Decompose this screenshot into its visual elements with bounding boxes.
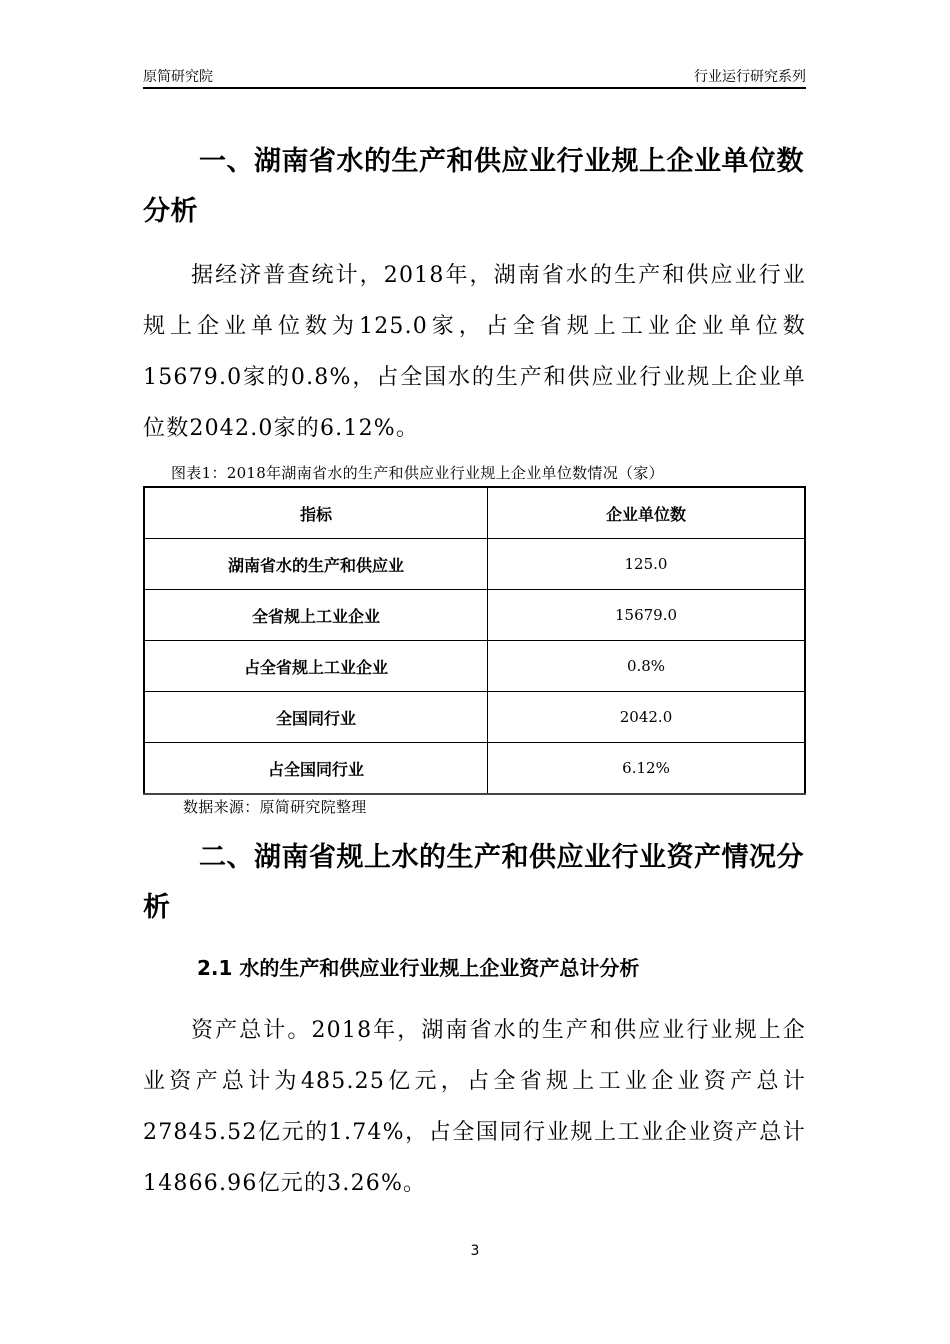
page-header (143, 66, 806, 88)
section-2-1-paragraph: 资产总计。2018年，湖南省水的生产和供应业行业规上企业资产总计为485.25亿元，占全省规上工业企业资产总计27845.52亿元的1.74%，占全国同行业规上工业企业资产总计14866.96亿元的3.26%。 (143, 1018, 806, 1196)
table-row (144, 641, 805, 692)
table-source-note: 数据来源：原简研究院整理 (183, 798, 367, 816)
header-org-name: 原简研究院 (143, 69, 213, 85)
table-caption: 图表1：2018年湖南省水的生产和供应业行业规上企业单位数情况（家） (171, 464, 664, 482)
column-header-enterprise-count: 企业单位数 (488, 487, 806, 539)
table-row (144, 692, 805, 743)
section-1-heading: 一、湖南省水的生产和供应业行业规上企业单位数分析 (143, 146, 804, 227)
row-value: 125.0 (488, 539, 806, 590)
section-1-paragraph: 据经济普查统计，2018年，湖南省水的生产和供应业行业规上企业单位数为125.0家，占全省规上工业企业单位数15679.0家的0.8%，占全国水的生产和供应业行业规上企业单位数2042.0家的6.12%。 (143, 263, 806, 441)
row-label: 湖南省水的生产和供应业 (144, 539, 488, 590)
row-label: 占全省规上工业企业 (144, 641, 488, 692)
table-row (144, 539, 805, 590)
subsection-2-1-heading: 2.1 水的生产和供应业行业规上企业资产总计分析 (197, 956, 640, 980)
header-divider (143, 87, 806, 89)
enterprise-count-table (143, 486, 806, 795)
row-value: 2042.0 (488, 692, 806, 743)
page-number: 3 (470, 1243, 480, 1259)
row-label: 占全国同行业 (144, 743, 488, 795)
header-series-name: 行业运行研究系列 (694, 69, 806, 85)
table-row (144, 743, 805, 795)
column-header-indicator: 指标 (144, 487, 488, 539)
row-label: 全省规上工业企业 (144, 590, 488, 641)
row-value: 6.12% (488, 743, 806, 795)
table-row (144, 590, 805, 641)
row-label: 全国同行业 (144, 692, 488, 743)
table-header-row (144, 487, 805, 539)
row-value: 15679.0 (488, 590, 806, 641)
section-2-heading: 二、湖南省规上水的生产和供应业行业资产情况分析 (143, 842, 804, 923)
row-value: 0.8% (488, 641, 806, 692)
